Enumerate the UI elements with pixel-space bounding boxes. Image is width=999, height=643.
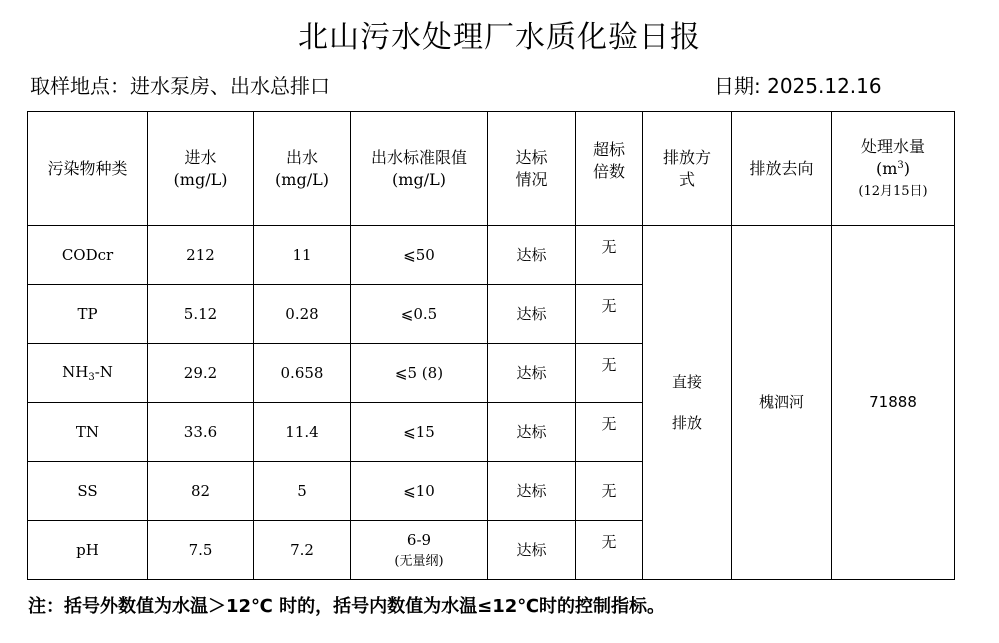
table-header-row [28, 112, 955, 226]
header-discharge-destination: 排放去向 [732, 112, 832, 226]
cell-inflow: 82 [148, 462, 254, 521]
cell-discharge-method: 直接 排放 [643, 226, 732, 580]
cell-discharge-destination: 槐泗河 [732, 226, 832, 580]
header-status: 达标 情况 [488, 112, 576, 226]
cell-status: 达标 [488, 285, 576, 344]
sampling-location: 取样地点：进水泵房、出水总排口 [30, 74, 330, 98]
cell-limit: ⩽50 [351, 226, 488, 285]
cell-inflow: 33.6 [148, 403, 254, 462]
cell-limit: 6-9 (无量纲) [351, 521, 488, 580]
header-discharge-method: 排放方 式 [643, 112, 732, 226]
cell-status: 达标 [488, 521, 576, 580]
cell-limit: ⩽0.5 [351, 285, 488, 344]
water-quality-table [27, 111, 955, 580]
header-limit: 出水标准限值 (mg/L) [351, 112, 488, 226]
cell-pollutant: pH [28, 521, 148, 580]
cell-outflow: 0.658 [254, 344, 351, 403]
cell-inflow: 5.12 [148, 285, 254, 344]
cell-outflow: 11 [254, 226, 351, 285]
cell-outflow: 7.2 [254, 521, 351, 580]
cell-status: 达标 [488, 344, 576, 403]
cell-exceed: 无 [576, 403, 643, 462]
table-row [28, 226, 955, 285]
cell-status: 达标 [488, 226, 576, 285]
cell-inflow: 212 [148, 226, 254, 285]
cell-exceed: 无 [576, 344, 643, 403]
header-pollutant: 污染物种类 [28, 112, 148, 226]
cell-pollutant: SS [28, 462, 148, 521]
cell-outflow: 5 [254, 462, 351, 521]
cell-treated-volume: 71888 [832, 226, 955, 580]
report-date: 日期: 2025.12.16 [714, 74, 882, 98]
cell-outflow: 0.28 [254, 285, 351, 344]
cell-pollutant: TP [28, 285, 148, 344]
header-inflow: 进水 (mg/L) [148, 112, 254, 226]
cell-exceed: 无 [576, 521, 643, 580]
cell-limit: ⩽10 [351, 462, 488, 521]
header-treated-volume: 处理水量 $(m^3)$ (12月15日) [832, 112, 955, 226]
header-outflow: 出水 (mg/L) [254, 112, 351, 226]
cell-limit: ⩽5 (8) [351, 344, 488, 403]
cell-limit: ⩽15 [351, 403, 488, 462]
cell-inflow: 29.2 [148, 344, 254, 403]
cell-outflow: 11.4 [254, 403, 351, 462]
report-title: 北山污水处理厂水质化验日报 [298, 20, 701, 55]
cell-pollutant: CODcr [28, 226, 148, 285]
cell-status: 达标 [488, 403, 576, 462]
cell-exceed: 无 [576, 285, 643, 344]
cell-pollutant: $NH_3-N$ [28, 344, 148, 403]
cell-status: 达标 [488, 462, 576, 521]
cell-exceed: 无 [576, 462, 643, 521]
cell-pollutant: TN [28, 403, 148, 462]
header-exceed: 超标 倍数 [576, 112, 643, 226]
footnote: 注：括号外数值为水温＞12℃ 时的，括号内数值为水温≤12℃时的控制指标。 [28, 596, 666, 617]
cell-inflow: 7.5 [148, 521, 254, 580]
cell-exceed: 无 [576, 226, 643, 285]
